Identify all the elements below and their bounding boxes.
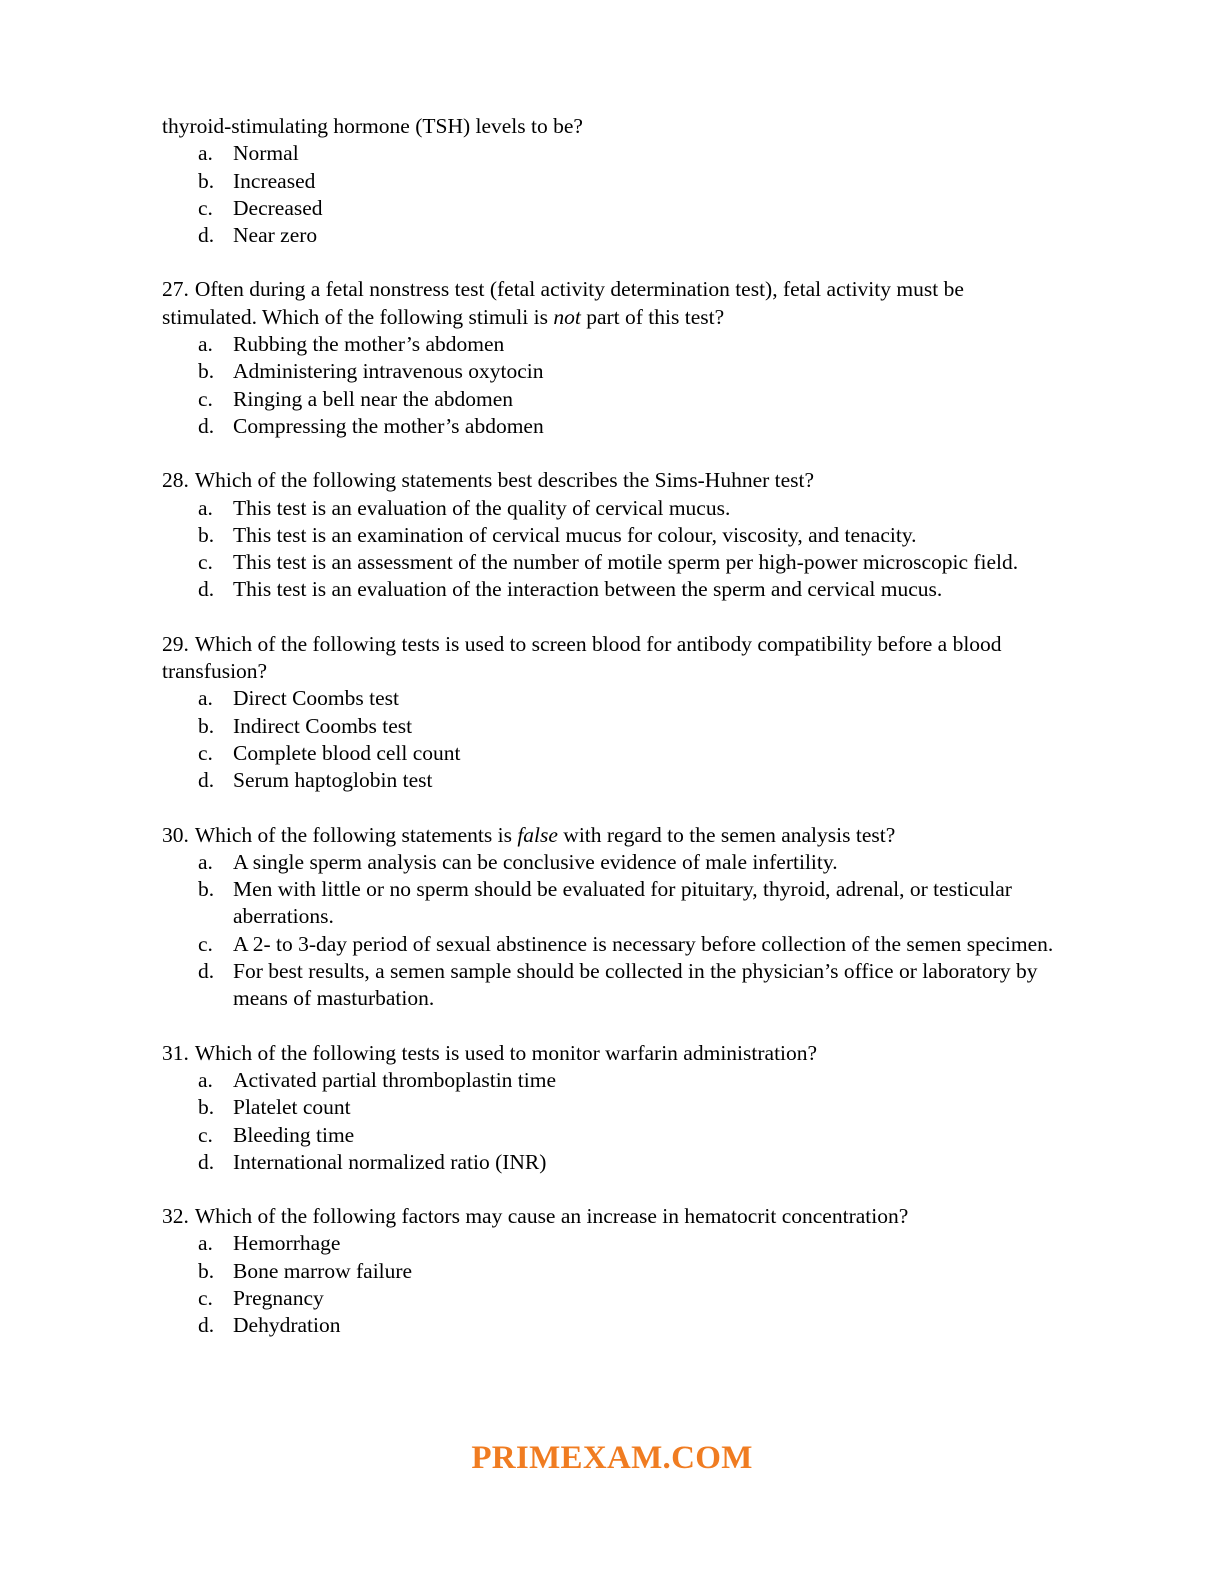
answer-option <box>162 1285 1062 1312</box>
answer-option <box>162 413 1062 440</box>
option-letter: b. <box>198 359 215 384</box>
option-letter: d. <box>198 1149 215 1174</box>
option-letter: c. <box>198 931 213 956</box>
answer-option <box>162 1258 1062 1285</box>
answer-option <box>162 740 1062 767</box>
option-letter: d. <box>198 768 215 793</box>
question-continuation <box>162 113 1062 249</box>
option-letter: b. <box>198 168 215 193</box>
option-letter: c. <box>198 1122 213 1147</box>
answer-option <box>162 549 1062 576</box>
option-letter: d. <box>198 413 215 438</box>
answer-options <box>162 1067 1062 1176</box>
option-text: Near zero <box>233 223 318 248</box>
option-letter: d. <box>198 577 215 602</box>
answer-option <box>162 576 1062 603</box>
answer-option <box>162 1149 1062 1176</box>
question-30 <box>162 822 1062 1013</box>
answer-option <box>162 222 1062 249</box>
answer-option <box>162 685 1062 712</box>
option-letter: c. <box>198 550 213 575</box>
answer-option <box>162 386 1062 413</box>
question-number: 30. <box>162 822 189 847</box>
answer-option <box>162 195 1062 222</box>
option-text: Administering intravenous oxytocin <box>233 359 544 384</box>
answer-options <box>162 331 1062 440</box>
question-number: 31. <box>162 1040 189 1065</box>
question-32 <box>162 1203 1062 1339</box>
answer-options <box>162 140 1062 249</box>
question-28 <box>162 467 1062 603</box>
answer-option <box>162 1312 1062 1339</box>
option-letter: c. <box>198 740 213 765</box>
answer-option <box>162 140 1062 167</box>
question-text: Which of the following tests is used to monitor warfarin administration? <box>194 1040 818 1065</box>
option-text: Indirect Coombs test <box>233 713 413 738</box>
option-text: Normal <box>233 141 299 166</box>
question-stem <box>162 276 1062 331</box>
answer-option <box>162 495 1062 522</box>
option-letter: a. <box>198 495 213 520</box>
emphasized-text: false <box>517 822 558 847</box>
option-text: Men with little or no sperm should be evaluated for pituitary, thyroid, adrenal, or testicular aberrations. <box>233 877 1012 929</box>
option-text: Platelet count <box>233 1095 351 1120</box>
option-text: This test is an assessment of the number of motile sperm per high-power microscopic field. <box>233 550 1019 575</box>
option-text: Hemorrhage <box>233 1231 341 1256</box>
option-letter: b. <box>198 1095 215 1120</box>
option-text: For best results, a semen sample should be collected in the physician’s office or laboratory by means of masturbation. <box>233 959 1038 1011</box>
question-text: with regard to the semen analysis test? <box>557 822 896 847</box>
option-text: Serum haptoglobin test <box>233 768 433 793</box>
question-stem <box>162 1040 1062 1067</box>
answer-option <box>162 1067 1062 1094</box>
option-text: Dehydration <box>233 1313 341 1338</box>
option-letter: b. <box>198 713 215 738</box>
option-text: Decreased <box>233 195 323 220</box>
answer-option <box>162 849 1062 876</box>
question-number: 28. <box>162 468 189 493</box>
option-text: This test is an evaluation of the quality of cervical mucus. <box>233 495 731 520</box>
option-letter: d. <box>198 1313 215 1338</box>
option-letter: a. <box>198 849 213 874</box>
question-text: Often during a fetal nonstress test (fetal activity determination test), fetal activity must be stimulated. Which of the following stimuli is <box>162 277 964 329</box>
question-31 <box>162 1040 1062 1176</box>
option-text: This test is an evaluation of the interaction between the sperm and cervical mucus. <box>233 577 943 602</box>
question-text: Which of the following statements is <box>194 822 518 847</box>
option-text: Compressing the mother’s abdomen <box>233 413 544 438</box>
question-stem <box>162 822 1062 849</box>
question-stem: thyroid-stimulating hormone (TSH) levels to be? <box>162 114 583 138</box>
option-text: Rubbing the mother’s abdomen <box>233 332 505 357</box>
option-letter: b. <box>198 877 215 902</box>
option-letter: d. <box>198 959 215 984</box>
answer-option <box>162 931 1062 958</box>
answer-options <box>162 849 1062 1013</box>
option-letter: a. <box>198 332 213 357</box>
question-stem <box>162 631 1062 686</box>
question-text: Which of the following statements best describes the Sims-Huhner test? <box>194 468 815 493</box>
question-list <box>162 113 1062 1367</box>
option-text: International normalized ratio (INR) <box>233 1149 547 1174</box>
option-text: Pregnancy <box>233 1285 324 1310</box>
question-stem <box>162 1203 1062 1230</box>
questions-container <box>162 276 1062 1339</box>
answer-option <box>162 331 1062 358</box>
answer-option <box>162 1122 1062 1149</box>
answer-option <box>162 876 1062 931</box>
answer-option <box>162 358 1062 385</box>
question-27 <box>162 276 1062 440</box>
answer-option <box>162 1094 1062 1121</box>
option-letter: a. <box>198 1231 213 1256</box>
option-letter: c. <box>198 386 213 411</box>
answer-options <box>162 685 1062 794</box>
option-text: Complete blood cell count <box>233 740 461 765</box>
question-number: 29. <box>162 631 189 656</box>
answer-option <box>162 168 1062 195</box>
option-text: Ringing a bell near the abdomen <box>233 386 514 411</box>
option-letter: b. <box>198 1258 215 1283</box>
question-number: 27. <box>162 277 189 302</box>
answer-options <box>162 495 1062 604</box>
question-29 <box>162 631 1062 795</box>
emphasized-text: not <box>553 304 581 329</box>
option-text: Direct Coombs test <box>233 686 400 711</box>
option-letter: a. <box>198 1067 213 1092</box>
option-text: Activated partial thromboplastin time <box>233 1067 557 1092</box>
answer-option <box>162 713 1062 740</box>
option-letter: a. <box>198 141 213 166</box>
answer-option <box>162 767 1062 794</box>
answer-option <box>162 1230 1062 1257</box>
option-letter: c. <box>198 195 213 220</box>
option-text: This test is an examination of cervical mucus for colour, viscosity, and tenacity. <box>233 522 917 547</box>
option-letter: d. <box>198 223 215 248</box>
option-text: Bone marrow failure <box>233 1258 413 1283</box>
option-text: Increased <box>233 168 316 193</box>
option-letter: a. <box>198 686 213 711</box>
option-text: A single sperm analysis can be conclusive evidence of male infertility. <box>233 849 838 874</box>
option-letter: c. <box>198 1285 213 1310</box>
answer-option <box>162 522 1062 549</box>
question-text: Which of the following factors may cause an increase in hematocrit concentration? <box>194 1204 909 1229</box>
question-text: Which of the following tests is used to screen blood for antibody compatibility before a blood transfusion? <box>162 631 1002 684</box>
option-letter: b. <box>198 522 215 547</box>
answer-option <box>162 958 1062 1013</box>
question-text: part of this test? <box>580 304 725 329</box>
question-number: 32. <box>162 1204 189 1229</box>
option-text: A 2- to 3-day period of sexual abstinence is necessary before collection of the semen specimen. <box>233 931 1054 956</box>
option-text: Bleeding time <box>233 1122 355 1147</box>
question-stem <box>162 467 1062 494</box>
answer-options <box>162 1230 1062 1339</box>
footer-watermark: PRIMEXAM.COM <box>471 1440 753 1476</box>
